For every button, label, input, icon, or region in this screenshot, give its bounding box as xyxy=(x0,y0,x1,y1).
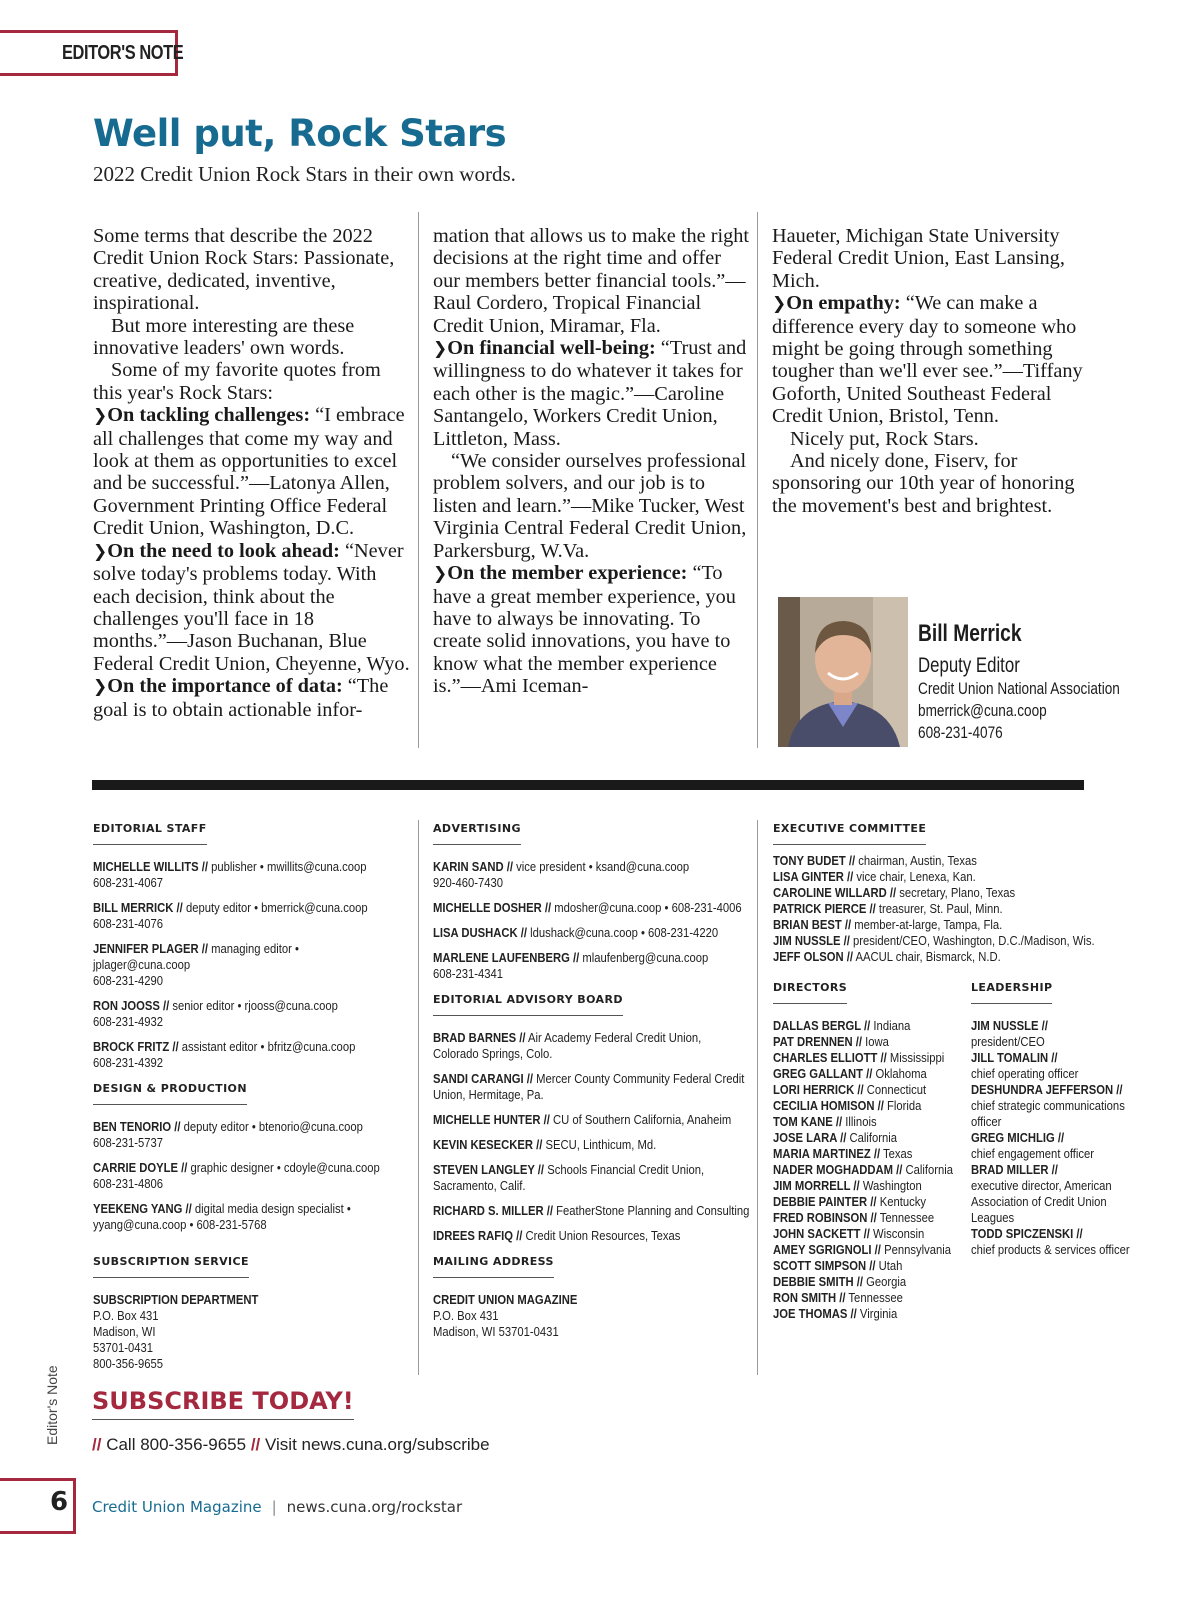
member-name: JOE THOMAS // xyxy=(773,1307,857,1321)
author-bio xyxy=(918,620,1170,744)
staff-name: MICHELLE WILLITS // xyxy=(93,860,208,874)
staff-info: graphic designer • cdoyle@cuna.coop xyxy=(190,1161,380,1175)
quote-lead: On empathy: xyxy=(786,292,901,315)
chevron-right-icon: ❯ xyxy=(433,564,448,585)
staff-contact: 920-460-7430 xyxy=(433,876,504,890)
member-info: California xyxy=(905,1163,954,1177)
quote-text: “To have a great member experience, you have to always be innovating. To create solid innovations, you have to know what the member experience is.”—Ami Iceman- xyxy=(433,562,736,698)
staff-entry xyxy=(433,950,753,982)
paragraph: Some of my favorite quotes from this year's Rock Stars: xyxy=(93,359,381,404)
member-entry xyxy=(773,1130,963,1146)
author-org: Credit Union National Association xyxy=(918,679,1120,698)
member-entry xyxy=(773,885,1163,901)
section-heading: EDITORIAL STAFF xyxy=(93,821,207,845)
member-name: DEBBIE PAINTER // xyxy=(773,1195,877,1209)
address-line: 53701-0431 xyxy=(93,1341,154,1355)
staff-list xyxy=(93,1119,393,1233)
author-email[interactable]: bmerrick@cuna.coop xyxy=(918,701,1047,720)
page-number: 6 xyxy=(50,1487,69,1517)
section-heading: LEADERSHIP xyxy=(971,980,1052,1004)
paragraph: Haueter, Michigan State University Federal Credit Union, East Lansing, Mich. xyxy=(772,225,1065,292)
member-name: CECILIA HOMISON // xyxy=(773,1099,884,1113)
section-heading: DIRECTORS xyxy=(773,980,847,1004)
magazine-name: Credit Union Magazine xyxy=(92,1498,262,1516)
member-info: Pennsylvania xyxy=(884,1243,951,1257)
article-column-3 xyxy=(772,225,1092,517)
staff-name: CARRIE DOYLE // xyxy=(93,1161,188,1175)
member-info: Mississippi xyxy=(889,1051,945,1065)
staff-info: publisher • mwillits@cuna.coop xyxy=(211,860,367,874)
staff-info: senior editor • rjooss@cuna.coop xyxy=(172,999,338,1013)
paragraph: “We consider ourselves professional problem solvers, and our job is to listen and learn.”—Mike Tucker, West Virginia Central Federal Credit Union, Parkersburg, W.Va. xyxy=(433,450,747,562)
quote-paragraph xyxy=(433,562,751,697)
leader-title: executive director, American Association of Credit Union Leagues xyxy=(971,1179,1112,1225)
staff-entry xyxy=(433,1112,753,1128)
staff-entry xyxy=(433,1203,753,1219)
section-tag-label: EDITOR'S NOTE xyxy=(62,42,184,64)
staff-contact: 608-231-4290 xyxy=(93,974,164,988)
section-heading: DESIGN & PRODUCTION xyxy=(93,1081,247,1105)
chevron-right-icon: ❯ xyxy=(93,541,108,562)
quote-text: “The goal is to obtain actionable infor- xyxy=(93,675,389,721)
staff-name: BEN TENORIO // xyxy=(93,1120,181,1134)
staff-info: mdosher@cuna.coop • 608-231-4006 xyxy=(554,901,742,915)
staff-info: deputy editor • bmerrick@cuna.coop xyxy=(185,901,368,915)
member-info: treasurer, St. Paul, Minn. xyxy=(878,902,1003,916)
member-info: Florida xyxy=(886,1099,922,1113)
staff-contact: 608-231-4076 xyxy=(93,917,164,931)
member-name: JEFF OLSON // xyxy=(773,950,854,964)
member-entry xyxy=(773,1194,963,1210)
staff-info: Air Academy Federal Credit Union, xyxy=(528,1031,702,1045)
inline-list xyxy=(773,1018,963,1322)
member-info: California xyxy=(849,1131,898,1145)
member-name: JOHN SACKETT // xyxy=(773,1227,870,1241)
leader-entry xyxy=(971,1162,1133,1226)
section-rule xyxy=(92,780,1084,790)
member-name: JIM MORRELL // xyxy=(773,1179,860,1193)
staff-name: MICHELLE DOSHER // xyxy=(433,901,552,915)
quote-text: “Never solve today's problems today. With each decision, think about the challenges you'll face in 18 months.”—Jason Buchanan, Blue Federal Credit Union, Cheyenne, Wyo. xyxy=(93,539,410,675)
member-name: JIM NUSSLE // xyxy=(773,934,850,948)
staff-entry xyxy=(433,1162,753,1194)
address-line: P.O. Box 431 xyxy=(93,1309,159,1323)
staff-contact: Union, Hermitage, Pa. xyxy=(433,1088,544,1102)
quote-paragraph xyxy=(93,540,413,675)
member-entry xyxy=(773,1258,963,1274)
staff-list xyxy=(433,1030,753,1244)
quote-text: “Trust and willingness to do whatever it takes for each other is the magic.”—Caroline Santangelo, Workers Credit Union, Littleton, Mass. xyxy=(433,337,747,450)
quote-text: “We can make a difference every day to someone who might be going through something tougher than we'll ever see.”—Tiffany Goforth, United Southeast Federal Credit Union, Bristol, Tenn. xyxy=(772,292,1083,428)
staff-contact: 608-231-4341 xyxy=(433,967,504,981)
member-info: AACUL chair, Bismarck, N.D. xyxy=(855,950,1001,964)
staff-entry xyxy=(93,1039,393,1071)
member-info: Illinois xyxy=(845,1115,877,1129)
quote-lead: On the need to look ahead: xyxy=(107,539,340,562)
quote-paragraph xyxy=(433,337,751,450)
masthead-column-3 xyxy=(773,820,1163,1321)
staff-info: Schools Financial Credit Union, xyxy=(547,1163,705,1177)
address-line: Madison, WI 53701-0431 xyxy=(433,1325,559,1339)
member-name: CAROLINE WILLARD // xyxy=(773,886,897,900)
member-entry xyxy=(773,1034,963,1050)
member-entry xyxy=(773,1226,963,1242)
member-info: president/CEO, Washington, D.C./Madison, Wis. xyxy=(853,934,1095,948)
section-heading: EXECUTIVE COMMITTEE xyxy=(773,821,926,845)
staff-name: BILL MERRICK // xyxy=(93,901,183,915)
member-info: Texas xyxy=(883,1147,913,1161)
member-info: Washington xyxy=(862,1179,922,1193)
masthead-column-2 xyxy=(433,820,753,1340)
leader-entry xyxy=(971,1130,1133,1162)
member-info: member-at-large, Tampa, Fla. xyxy=(854,918,1003,932)
leader-entry xyxy=(971,1226,1133,1258)
paragraph: mation that allows us to make the right decisions at the right time and offer our members better financial tools.”—Raul Cordero, Tropical Financial Credit Union, Miramar, Fla. xyxy=(433,225,749,337)
leader-name: JIM NUSSLE // xyxy=(971,1019,1048,1033)
masthead-column-1 xyxy=(93,820,393,1372)
member-name: TOM KANE // xyxy=(773,1115,843,1129)
staff-info: digital media design specialist • xyxy=(194,1202,351,1216)
staff-info: Mercer County Community Federal Credit xyxy=(536,1072,745,1086)
paragraph: Some terms that describe the 2022 Credit Union Rock Stars: Passionate, creative, dedicated, inventive, inspirational. xyxy=(93,225,395,315)
slash-icon: // xyxy=(250,1435,261,1454)
member-entry xyxy=(773,1306,963,1322)
staff-contact: yyang@cuna.coop • 608-231-5768 xyxy=(93,1218,267,1232)
address-line: 800-356-9655 xyxy=(93,1357,164,1371)
staff-name: YEEKENG YANG // xyxy=(93,1202,192,1216)
column-divider xyxy=(757,820,758,1375)
member-info: Kentucky xyxy=(879,1195,926,1209)
member-info: Tennessee xyxy=(879,1211,935,1225)
member-entry xyxy=(773,1146,963,1162)
staff-entry xyxy=(433,859,753,891)
leader-title: chief engagement officer xyxy=(971,1147,1095,1161)
member-info: Tennessee xyxy=(848,1291,903,1305)
leader-name: DESHUNDRA JEFFERSON // xyxy=(971,1083,1123,1097)
quote-text: “I embrace all challenges that come my way and look at them as opportunities to excel and be successful.”—Latonya Allen, Government Printing Office Federal Credit Union, Washington, D.C. xyxy=(93,404,405,540)
leader-entry xyxy=(971,1018,1133,1050)
member-name: PAT DRENNEN // xyxy=(773,1035,862,1049)
member-info: Iowa xyxy=(865,1035,889,1049)
member-name: AMEY SGRIGNOLI // xyxy=(773,1243,881,1257)
leader-title: chief operating officer xyxy=(971,1067,1079,1081)
page-title: Well put, Rock Stars xyxy=(93,112,507,155)
member-entry xyxy=(773,1242,963,1258)
chevron-right-icon: ❯ xyxy=(433,339,448,360)
leader-entry xyxy=(971,1082,1133,1130)
section-tag xyxy=(0,30,184,76)
side-section-label: Editor's Note xyxy=(44,1365,60,1445)
staff-name: JENNIFER PLAGER // xyxy=(93,942,209,956)
staff-name: MICHELLE HUNTER // xyxy=(433,1113,550,1127)
slash-icon: // xyxy=(92,1435,102,1454)
staff-name: BROCK FRITZ // xyxy=(93,1040,179,1054)
staff-contact: 608-231-4067 xyxy=(93,876,164,890)
member-name: BRIAN BEST // xyxy=(773,918,852,932)
staff-info: assistant editor • bfritz@cuna.coop xyxy=(181,1040,356,1054)
mailing-org: CREDIT UNION MAGAZINE xyxy=(433,1293,578,1307)
paragraph: Nicely put, Rock Stars. xyxy=(790,427,979,450)
member-name: FRED ROBINSON // xyxy=(773,1211,877,1225)
member-name: JOSE LARA // xyxy=(773,1131,847,1145)
address-line: P.O. Box 431 xyxy=(433,1309,499,1323)
footer-url[interactable]: news.cuna.org/rockstar xyxy=(286,1498,463,1516)
member-name: DEBBIE SMITH // xyxy=(773,1275,864,1289)
member-info: Oklahoma xyxy=(875,1067,927,1081)
staff-entry xyxy=(93,859,393,891)
author-title: Deputy Editor xyxy=(918,654,1020,677)
quote-lead: On the importance of data: xyxy=(107,675,343,698)
footer xyxy=(92,1498,462,1516)
staff-entry xyxy=(433,1030,753,1062)
staff-entry xyxy=(93,941,393,989)
staff-name: LISA DUSHACK // xyxy=(433,926,527,940)
leader-name: JILL TOMALIN // xyxy=(971,1051,1058,1065)
leader-name: TODD SPICZENSKI // xyxy=(971,1227,1083,1241)
staff-info: CU of Southern California, Anaheim xyxy=(553,1113,732,1127)
chevron-right-icon: ❯ xyxy=(772,294,787,315)
staff-entry xyxy=(93,998,393,1030)
member-name: TONY BUDET // xyxy=(773,854,856,868)
member-info: Virginia xyxy=(859,1307,898,1321)
paragraph: And nicely done, Fiserv, for sponsoring our 10th year of honoring the movement's best and brightest. xyxy=(772,450,1075,517)
staff-entry xyxy=(433,1071,753,1103)
member-entry xyxy=(773,949,1163,965)
member-info: Georgia xyxy=(866,1275,907,1289)
staff-info: FeatherStone Planning and Consulting xyxy=(556,1204,750,1218)
member-entry xyxy=(773,901,1163,917)
staff-info: Credit Union Resources, Texas xyxy=(525,1229,681,1243)
staff-info: managing editor • jplager@cuna.coop xyxy=(93,942,299,972)
subscription-dept: SUBSCRIPTION DEPARTMENT xyxy=(93,1293,259,1307)
leader-title: chief products & services officer xyxy=(971,1243,1130,1257)
subscribe-call: Call 800-356-9655 xyxy=(106,1435,247,1454)
staff-entry xyxy=(93,1119,393,1151)
staff-contact: Sacramento, Calif. xyxy=(433,1179,526,1193)
staff-name: KEVIN KESECKER // xyxy=(433,1138,543,1152)
member-name: DALLAS BERGL // xyxy=(773,1019,871,1033)
footer-separator: | xyxy=(271,1498,277,1516)
staff-info: SECU, Linthicum, Md. xyxy=(545,1138,657,1152)
staff-entry xyxy=(433,925,753,941)
quote-lead: On the member experience: xyxy=(447,562,688,585)
member-entry xyxy=(773,933,1163,949)
subtitle: 2022 Credit Union Rock Stars in their own words. xyxy=(93,162,516,186)
column-divider xyxy=(418,212,419,748)
member-entry xyxy=(773,1162,963,1178)
staff-entry xyxy=(93,900,393,932)
subscribe-line xyxy=(92,1435,490,1455)
staff-name: IDREES RAFIQ // xyxy=(433,1229,523,1243)
author-name: Bill Merrick xyxy=(918,620,1022,647)
leader-title: chief strategic communications officer xyxy=(971,1099,1125,1129)
staff-contact: 608-231-4392 xyxy=(93,1056,164,1070)
member-entry xyxy=(773,869,1163,885)
staff-name: MARLENE LAUFENBERG // xyxy=(433,951,580,965)
staff-name: RICHARD S. MILLER // xyxy=(433,1204,554,1218)
member-name: MARIA MARTINEZ // xyxy=(773,1147,881,1161)
member-info: secretary, Plano, Texas xyxy=(899,886,1016,900)
staff-info: deputy editor • btenorio@cuna.coop xyxy=(183,1120,363,1134)
member-name: CHARLES ELLIOTT // xyxy=(773,1051,887,1065)
member-name: SCOTT SIMPSON // xyxy=(773,1259,876,1273)
member-entry xyxy=(773,1018,963,1034)
member-entry xyxy=(773,1178,963,1194)
staff-contact: 608-231-4932 xyxy=(93,1015,164,1029)
address-list xyxy=(433,1308,753,1340)
quote-lead: On tackling challenges: xyxy=(107,404,311,427)
member-name: GREG GALLANT // xyxy=(773,1067,873,1081)
member-entry xyxy=(773,1050,963,1066)
subscribe-heading[interactable]: SUBSCRIBE TODAY! xyxy=(92,1387,354,1420)
quote-paragraph xyxy=(93,404,413,539)
article-column-1 xyxy=(93,225,413,721)
member-entry xyxy=(773,853,1163,869)
staff-name: SANDI CARANGI // xyxy=(433,1072,534,1086)
leader-entry xyxy=(971,1050,1133,1082)
member-name: NADER MOGHADDAM // xyxy=(773,1163,903,1177)
member-info: Connecticut xyxy=(866,1083,927,1097)
staff-list xyxy=(433,859,753,982)
section-heading: MAILING ADDRESS xyxy=(433,1254,554,1278)
staff-contact: 608-231-4806 xyxy=(93,1177,164,1191)
member-info: vice chair, Lenexa, Kan. xyxy=(856,870,976,884)
leadership-list xyxy=(971,1018,1151,1258)
column-divider xyxy=(757,212,758,748)
staff-name: STEVEN LANGLEY // xyxy=(433,1163,545,1177)
staff-contact: Colorado Springs, Colo. xyxy=(433,1047,553,1061)
paragraph: But more interesting are these innovative leaders' own words. xyxy=(93,314,355,360)
member-entry xyxy=(773,1274,963,1290)
section-heading: SUBSCRIPTION SERVICE xyxy=(93,1254,249,1278)
section-heading: ADVERTISING xyxy=(433,821,521,845)
staff-name: KARIN SAND // xyxy=(433,860,514,874)
member-info: Wisconsin xyxy=(873,1227,925,1241)
staff-contact: 608-231-5737 xyxy=(93,1136,164,1150)
address-line: Madison, WI xyxy=(93,1325,156,1339)
staff-entry xyxy=(433,900,753,916)
member-entry xyxy=(773,1082,963,1098)
subscribe-link[interactable]: Visit news.cuna.org/subscribe xyxy=(265,1435,490,1454)
staff-entry xyxy=(433,1228,753,1244)
member-entry xyxy=(773,1066,963,1082)
quote-paragraph xyxy=(772,292,1092,427)
article-column-2 xyxy=(433,225,751,698)
chevron-right-icon: ❯ xyxy=(93,677,108,698)
staff-entry xyxy=(93,1201,393,1233)
member-entry xyxy=(773,1290,963,1306)
leader-name: GREG MICHLIG // xyxy=(971,1131,1065,1145)
author-phone: 608-231-4076 xyxy=(918,723,1003,742)
leader-name: BRAD MILLER // xyxy=(971,1163,1058,1177)
member-name: LORI HERRICK // xyxy=(773,1083,864,1097)
quote-lead: On financial well-being: xyxy=(447,337,656,360)
member-entry xyxy=(773,1210,963,1226)
member-info: Indiana xyxy=(873,1019,911,1033)
member-entry xyxy=(773,917,1163,933)
column-divider xyxy=(418,820,419,1375)
staff-entry xyxy=(93,1160,393,1192)
staff-name: RON JOOSS // xyxy=(93,999,170,1013)
section-heading: EDITORIAL ADVISORY BOARD xyxy=(433,992,623,1016)
staff-name: BRAD BARNES // xyxy=(433,1031,526,1045)
inline-list xyxy=(773,853,1163,965)
member-name: RON SMITH // xyxy=(773,1291,846,1305)
member-info: chairman, Austin, Texas xyxy=(858,854,977,868)
address-list xyxy=(93,1308,393,1372)
staff-info: ldushack@cuna.coop • 608-231-4220 xyxy=(530,926,719,940)
chevron-right-icon: ❯ xyxy=(93,406,108,427)
member-info: Utah xyxy=(878,1259,903,1273)
author-photo xyxy=(778,597,908,747)
leader-title: president/CEO xyxy=(971,1035,1045,1049)
staff-entry xyxy=(433,1137,753,1153)
member-entry xyxy=(773,1098,963,1114)
staff-info: vice president • ksand@cuna.coop xyxy=(516,860,690,874)
quote-paragraph xyxy=(93,675,413,721)
member-entry xyxy=(773,1114,963,1130)
staff-list xyxy=(93,859,393,1071)
member-name: PATRICK PIERCE // xyxy=(773,902,876,916)
member-name: LISA GINTER // xyxy=(773,870,854,884)
staff-info: mlaufenberg@cuna.coop xyxy=(582,951,709,965)
